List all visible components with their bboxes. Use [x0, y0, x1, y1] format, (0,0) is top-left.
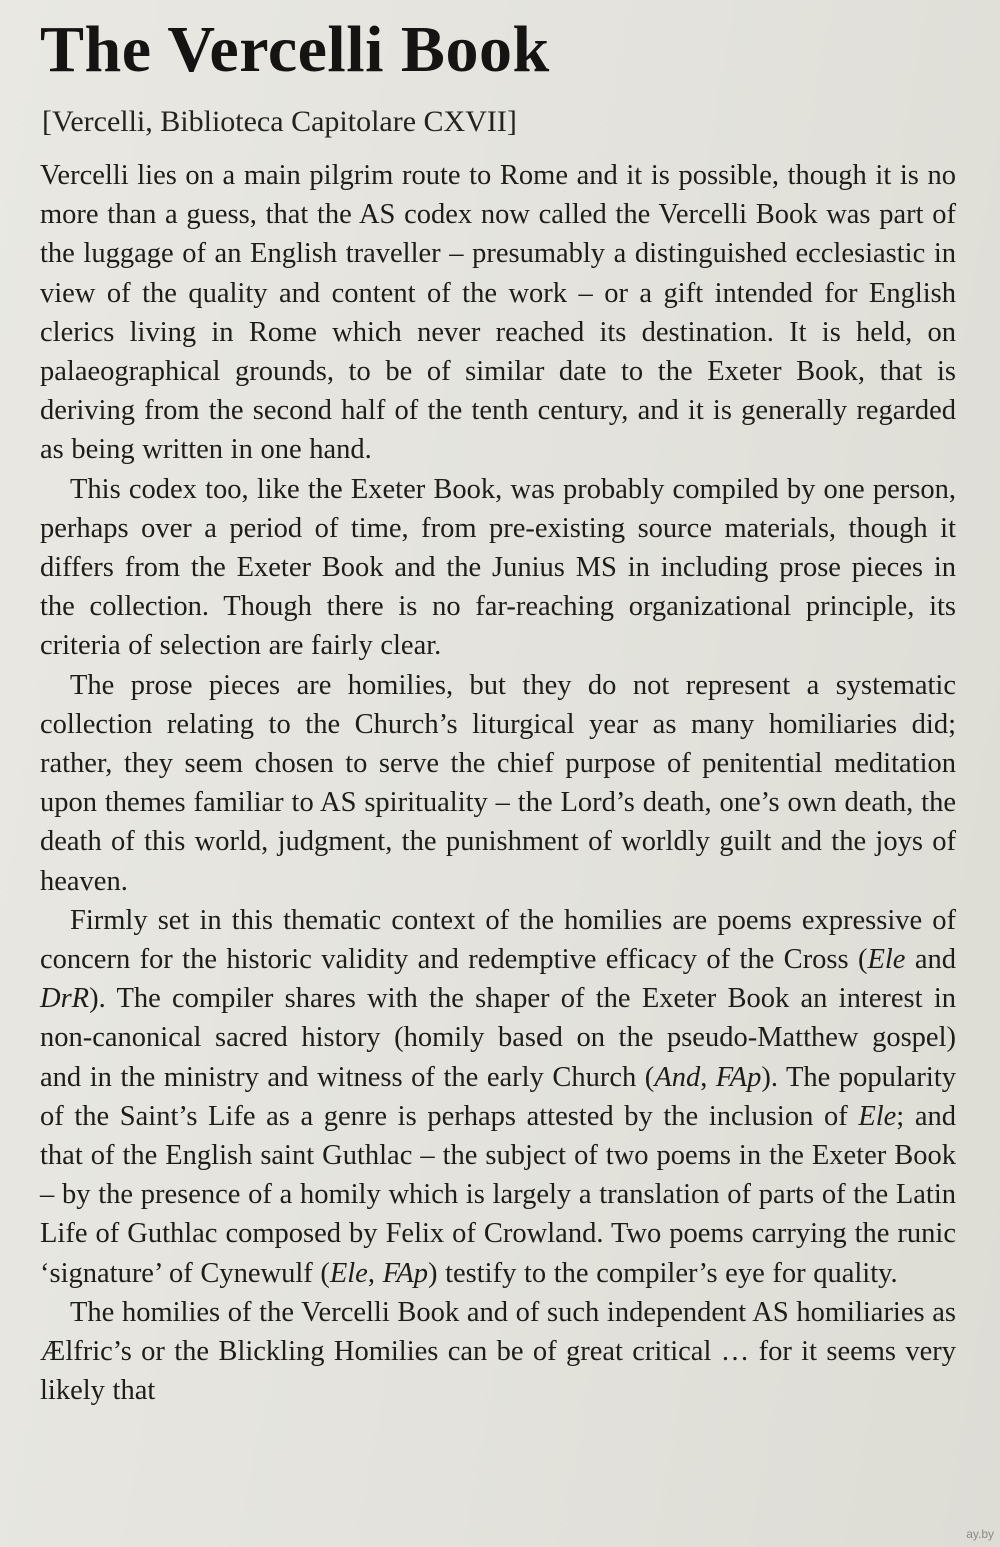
text-run: ,: [700, 1061, 716, 1093]
text-run: The homilies of the Vercelli Book and of such independent AS homiliaries as Ælfric’s or the Blickling Homilies can be of great critical … for it seems very likely that: [40, 1296, 956, 1407]
paragraph: [40, 1293, 956, 1411]
paragraph: [40, 901, 956, 1293]
watermark: ay.by: [966, 1527, 994, 1541]
text-run: ). The compiler shares with the shaper of the Exeter Book an interest in non-canonical sacred history (homily based on the pseudo-Matthew gospel) and in the ministry and witness of the early Church (: [40, 983, 956, 1093]
text-run: Vercelli lies on a main pilgrim route to Rome and it is possible, though it is no more than a guess, that the AS codex now called the Vercelli Book was part of the luggage of an English traveller – presumably a distinguished ecclesiastic in view of the quality and content of the work – or a gift intended for English clerics living in Rome which never reached its destination. It is held, on palaeographical grounds, to be of similar date to the Exeter Book, that is deriving from the second half of the tenth century, and it is generally regarded as being written in one hand.: [40, 160, 956, 466]
text-run: This codex too, like the Exeter Book, was probably compiled by one person, perhaps over a period of time, from pre-existing source materials, though it differs from the Exeter Book and the Junius MS in including prose pieces in the collection. Though there is no far-reaching organizational principle, its criteria of selection are fairly clear.: [40, 473, 956, 662]
italic-abbreviation: Ele: [329, 1257, 368, 1289]
text-run: Firmly set in this thematic context of the homilies are poems expressive of concern for the historic validity and redemptive efficacy of the Cross (: [40, 904, 956, 976]
paragraph: [40, 156, 956, 470]
manuscript-shelfmark: [Vercelli, Biblioteca Capitolare CXVII]: [42, 105, 517, 138]
text-run: ) testify to the compiler’s eye for quality.: [427, 1257, 898, 1289]
italic-abbreviation: DrR: [40, 983, 90, 1015]
text-run: ). The popularity of the Saint’s Life as a genre is perhaps attested by the inclusion of: [40, 1061, 957, 1132]
text-run: The prose pieces are homilies, but they do not represent a systematic collection relating to the Church’s liturgical year as many homiliaries did; rather, they seem chosen to serve the chief purpose of penitential meditation upon themes familiar to AS spirituality – the Lord’s death, one’s own death, the death of this world, judgment, the punishment of worldly guilt and the joys of heaven.: [40, 669, 956, 897]
italic-abbreviation: FAp: [715, 1061, 762, 1093]
body-text: [40, 156, 956, 1411]
italic-abbreviation: Ele: [867, 944, 906, 976]
italic-abbreviation: Ele: [858, 1100, 897, 1132]
italic-abbreviation: FAp: [382, 1257, 428, 1289]
text-run: and: [905, 944, 956, 976]
text-run: ; and that of the English saint Guthlac – the subject of two poems in the Exeter Book – by the presence of a homily which is largely a translation of parts of the Latin Life of Guthlac composed by Felix of Crowland. Two poems carrying the runic ‘signature’ of Cynewulf (: [40, 1100, 956, 1289]
page-title: The Vercelli Book: [40, 13, 550, 86]
italic-abbreviation: And: [654, 1061, 701, 1093]
paragraph: [40, 666, 956, 901]
paragraph: [40, 470, 956, 666]
text-run: ,: [367, 1257, 383, 1289]
